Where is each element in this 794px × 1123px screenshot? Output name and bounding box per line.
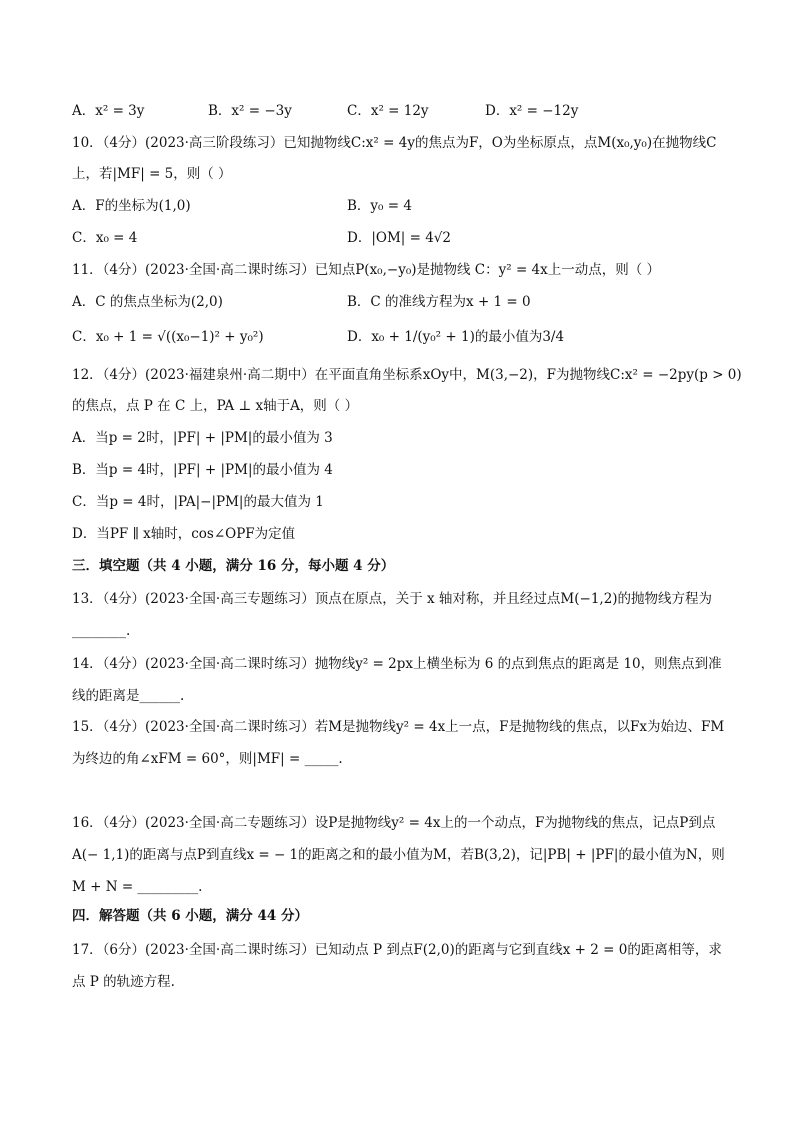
q11-stem-line1: 11．（4分）(2023·全国·高二课时练习）已知点P(x₀,−y₀)是抛物线 C：y² = 4x上一动点，则（ ） <box>72 262 661 278</box>
q10-option-b: B．y₀ = 4 <box>347 198 412 214</box>
q11-option-d: D．x₀ + 1/(y₀² + 1)的最小值为3/4 <box>347 329 565 345</box>
q10-option-a: A．F的坐标为(1,0) <box>72 198 191 214</box>
section-heading-solutions: 四．解答题（共 6 小题，满分 44 分） <box>72 908 308 924</box>
q17-stem-line2: 点 P 的轨迹方程. <box>72 974 175 990</box>
section-heading-fill-in: 三．填空题（共 4 小题，满分 16 分，每小题 4 分） <box>72 558 395 574</box>
q11-option-b: B．C 的准线方程为x + 1 = 0 <box>347 294 531 310</box>
q12-option-b: B．当p = 4时，|PF| + |PM|的最小值为 4 <box>72 462 333 478</box>
q17-stem-line1: 17．（6分）(2023·全国·高二课时练习）已知动点 P 到点F(2,0)的距离与它到直线x + 2 = 0的距离相等，求 <box>72 942 722 958</box>
q14-stem-line1: 14．（4分）(2023·全国·高二课时练习）抛物线y² = 2px上横坐标为 6 的点到焦点的距离是 10，则焦点到准 <box>72 656 722 672</box>
q9-option-b: B．x² = −3y <box>208 103 292 119</box>
q10-option-c: C．x₀ = 4 <box>72 230 138 246</box>
q12-option-c: C．当p = 4时，|PA|−|PM|的最大值为 1 <box>72 494 324 510</box>
q12-stem-line1: 12．（4分）(2023·福建泉州·高二期中）在平面直角坐标系xOy中，M(3,−2)，F为抛物线C:x² = −2py(p > 0) <box>72 367 742 383</box>
q15-stem-line1: 15．（4分）(2023·全国·高二课时练习）若M是抛物线y² = 4x上一点，F是抛物线的焦点，以Fx为始边、FM <box>72 719 725 735</box>
q14-stem-line2: 线的距离是______. <box>72 688 185 704</box>
q9-option-a: A．x² = 3y <box>72 103 145 119</box>
q12-stem-line2: 的焦点，点 P 在 C 上，PA ⊥ x轴于A，则（ ） <box>72 398 359 414</box>
q9-option-d: D．x² = −12y <box>485 103 579 119</box>
q13-stem-line1: 13．（4分）(2023·全国·高三专题练习）顶点在原点，关于 x 轴对称，并且经过点M(−1,2)的抛物线方程为 <box>72 591 713 607</box>
q16-stem-line1: 16．（4分）(2023·全国·高二专题练习）设P是抛物线y² = 4x上的一个动点，F为抛物线的焦点，记点P到点 <box>72 815 716 831</box>
q10-stem-line2: 上，若|MF| = 5，则（ ） <box>72 166 232 182</box>
q10-stem-line1: 10．（4分）(2023·高三阶段练习）已知抛物线C:x² = 4y的焦点为F，O为坐标原点，点M(x₀,y₀)在抛物线C <box>72 135 717 151</box>
q12-option-a: A．当p = 2时，|PF| + |PM|的最小值为 3 <box>72 430 333 446</box>
q9-option-c: C．x² = 12y <box>347 103 429 119</box>
q11-option-c: C．x₀ + 1 = √((x₀−1)² + y₀²) <box>72 329 264 345</box>
q10-option-d: D．|OM| = 4√2 <box>347 230 451 246</box>
q16-stem-line3: M + N = _________. <box>72 879 203 895</box>
q13-stem-line2: ________. <box>72 623 131 639</box>
q11-option-a: A．C 的焦点坐标为(2,0) <box>72 294 223 310</box>
q15-stem-line2: 为终边的角∠xFM = 60°，则|MF| = _____. <box>72 751 343 767</box>
q16-stem-line2: A(− 1,1)的距离与点P到直线x = − 1的距离之和的最小值为M，若B(3,2)，记|PB| + |PF|的最小值为N，则 <box>72 847 725 863</box>
q12-option-d: D．当PF ∥ x轴时，cos∠OPF为定值 <box>72 526 296 542</box>
